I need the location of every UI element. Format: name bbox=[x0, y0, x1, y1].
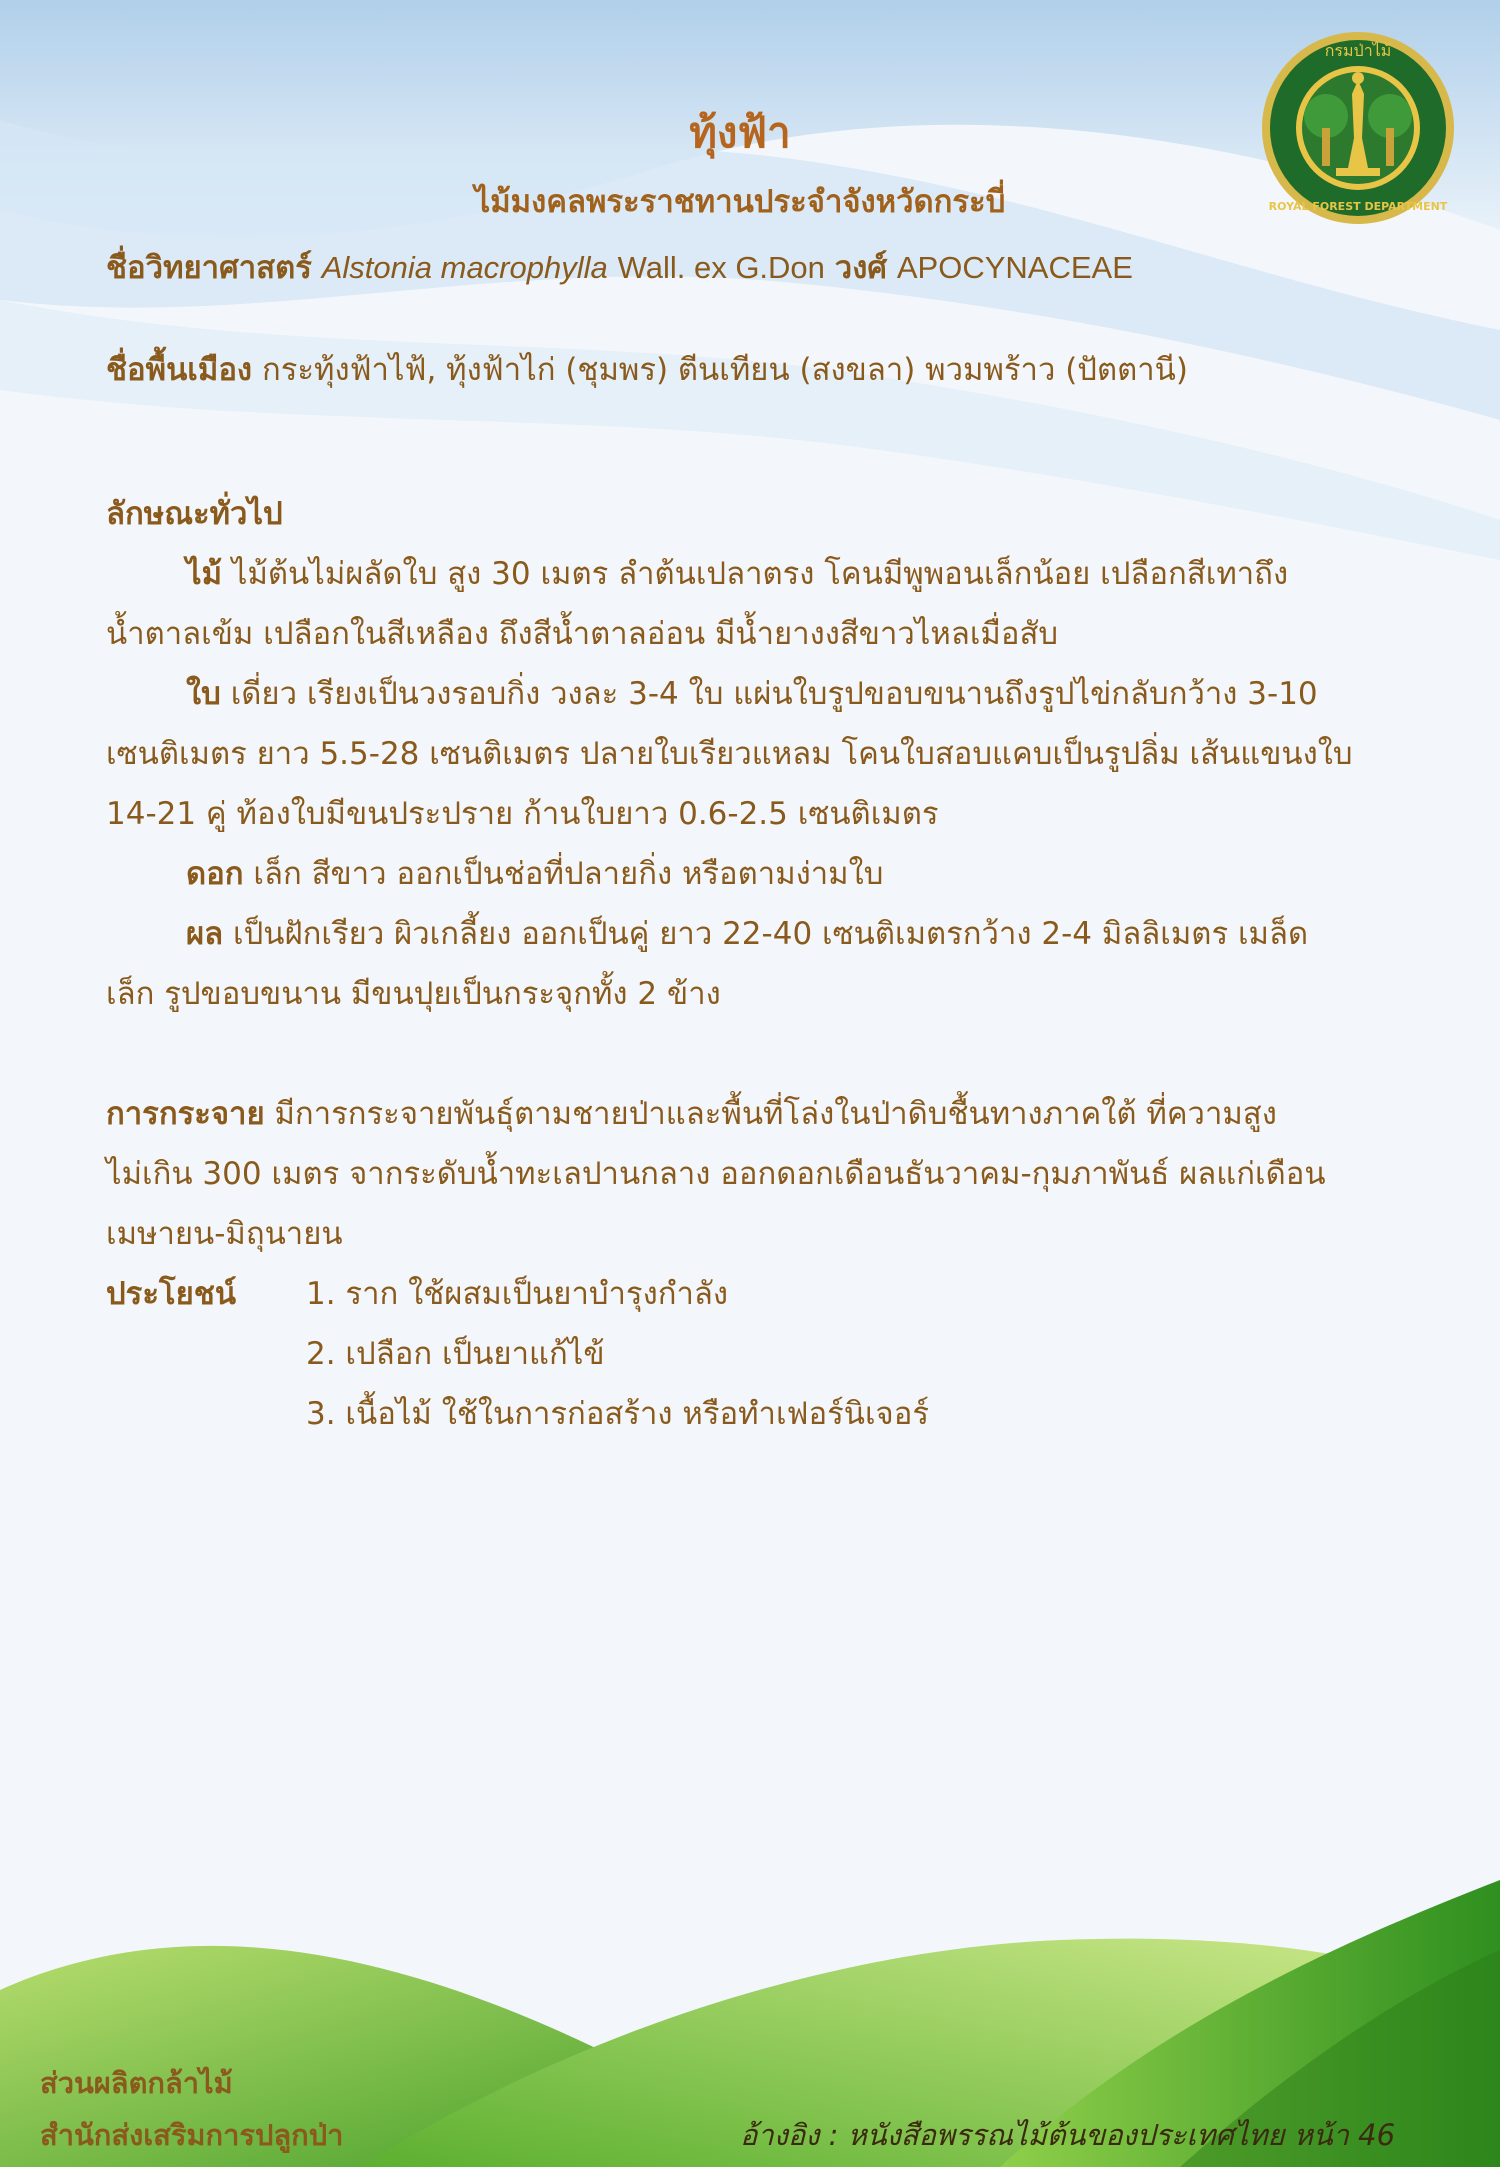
fruit-line-2: เล็ก รูปขอบขนาน มีขนปุยเป็นกระจุกทั้ง 2 ข้าง bbox=[106, 976, 721, 1012]
family-label: วงศ์ bbox=[834, 250, 888, 286]
uses-item: 2. เปลือก เป็นยาแก้ไข้ bbox=[306, 1336, 605, 1372]
footer-org-line-1: ส่วนผลิตกล้าไม้ bbox=[40, 2066, 233, 2100]
distribution-text-1: มีการกระจายพันธุ์ตามชายป่าและพื้นที่โล่งในป่าดิบชื้นทางภาคใต้ ที่ความสูง bbox=[274, 1096, 1277, 1132]
leaf-line-2: เซนติเมตร ยาว 5.5-28 เซนติเมตร ปลายใบเรียวแหลม โคนใบสอบแคบเป็นรูปลิ่ม เส้นแขนงใบ bbox=[106, 736, 1353, 772]
general-heading: ลักษณะทั่วไป bbox=[106, 496, 283, 532]
seal-top-text: กรมป่าไม้ bbox=[1324, 41, 1392, 60]
flower-line-1 bbox=[186, 848, 883, 898]
local-names-label: ชื่อพื้นเมือง bbox=[106, 352, 253, 388]
uses-item: 1. ราก ใช้ผสมเป็นยาบำรุงกำลัง bbox=[306, 1276, 729, 1312]
seal-bottom-text: ROYAL FOREST DEPARTMENT bbox=[1268, 200, 1448, 213]
family-name: APOCYNACEAE bbox=[896, 250, 1133, 285]
footer-reference: อ้างอิง : หนังสือพรรณไม้ต้นของประเทศไทย หน้า 46 bbox=[740, 2118, 1396, 2152]
fruit-label: ผล bbox=[186, 916, 224, 952]
leaf-text-1: เดี่ยว เรียงเป็นวงรอบกิ่ง วงละ 3-4 ใบ แผ่นใบรูปขอบขนานถึงรูปไข่กลับกว้าง 3-10 bbox=[230, 676, 1318, 712]
distribution-line-1 bbox=[106, 1088, 1277, 1138]
fruit-text-1: เป็นฝักเรียว ผิวเกลี้ยง ออกเป็นคู่ ยาว 22-40 เซนติเมตรกว้าง 2-4 มิลลิเมตร เมล็ด bbox=[233, 916, 1309, 952]
flower-label: ดอก bbox=[186, 856, 244, 892]
wood-line-1 bbox=[186, 548, 1288, 598]
page-subtitle: ไม้มงคลพระราชทานประจำจังหวัดกระบี่ bbox=[474, 184, 1006, 220]
wood-label: ไม้ bbox=[186, 556, 223, 592]
page-title: ทุ้งฟ้า bbox=[689, 108, 791, 157]
flower-text-1: เล็ก สีขาว ออกเป็นช่อที่ปลายกิ่ง หรือตามง่ามใบ bbox=[253, 856, 884, 892]
leaf-line-3: 14-21 คู่ ท้องใบมีขนประปราย ก้านใบยาว 0.6-2.5 เซนติเมตร bbox=[106, 796, 939, 832]
footer-org-line-2: สำนักส่งเสริมการปลูกป่า bbox=[40, 2118, 344, 2152]
uses-item: 3. เนื้อไม้ ใช้ในการก่อสร้าง หรือทำเฟอร์นิเจอร์ bbox=[306, 1396, 929, 1432]
scientific-name-label: ชื่อวิทยาศาสตร์ bbox=[106, 250, 312, 286]
scientific-name-line bbox=[106, 242, 1133, 292]
distribution-label: การกระจาย bbox=[106, 1096, 265, 1132]
fruit-line-1 bbox=[186, 908, 1308, 958]
author-citation: Wall. ex G.Don bbox=[617, 250, 825, 285]
leaf-label: ใบ bbox=[186, 676, 221, 712]
local-names-line bbox=[106, 344, 1188, 394]
distribution-line-3: เมษายน-มิถุนายน bbox=[106, 1216, 343, 1252]
local-names-value: กระทุ้งฟ้าไฟ้, ทุ้งฟ้าไก่ (ชุมพร) ตีนเทียน (สงขลา) พวมพร้าว (ปัตตานี) bbox=[261, 352, 1188, 388]
genus-species: Alstonia macrophylla bbox=[321, 250, 608, 285]
distribution-line-2: ไม่เกิน 300 เมตร จากระดับน้ำทะเลปานกลาง ออกดอกเดือนธันวาคม-กุมภาพันธ์ ผลแก่เดือน bbox=[106, 1156, 1326, 1192]
uses-label: ประโยชน์ bbox=[106, 1276, 237, 1312]
leaf-line-1 bbox=[186, 668, 1318, 718]
wood-line-2: น้ำตาลเข้ม เปลือกในสีเหลือง ถึงสีน้ำตาลอ่อน มีน้ำยางงสีขาวไหลเมื่อสับ bbox=[106, 616, 1059, 652]
wood-text-1: ไม้ต้นไม่ผลัดใบ สูง 30 เมตร ลำต้นเปลาตรง โคนมีพูพอนเล็กน้อย เปลือกสีเทาถึง bbox=[231, 556, 1289, 592]
